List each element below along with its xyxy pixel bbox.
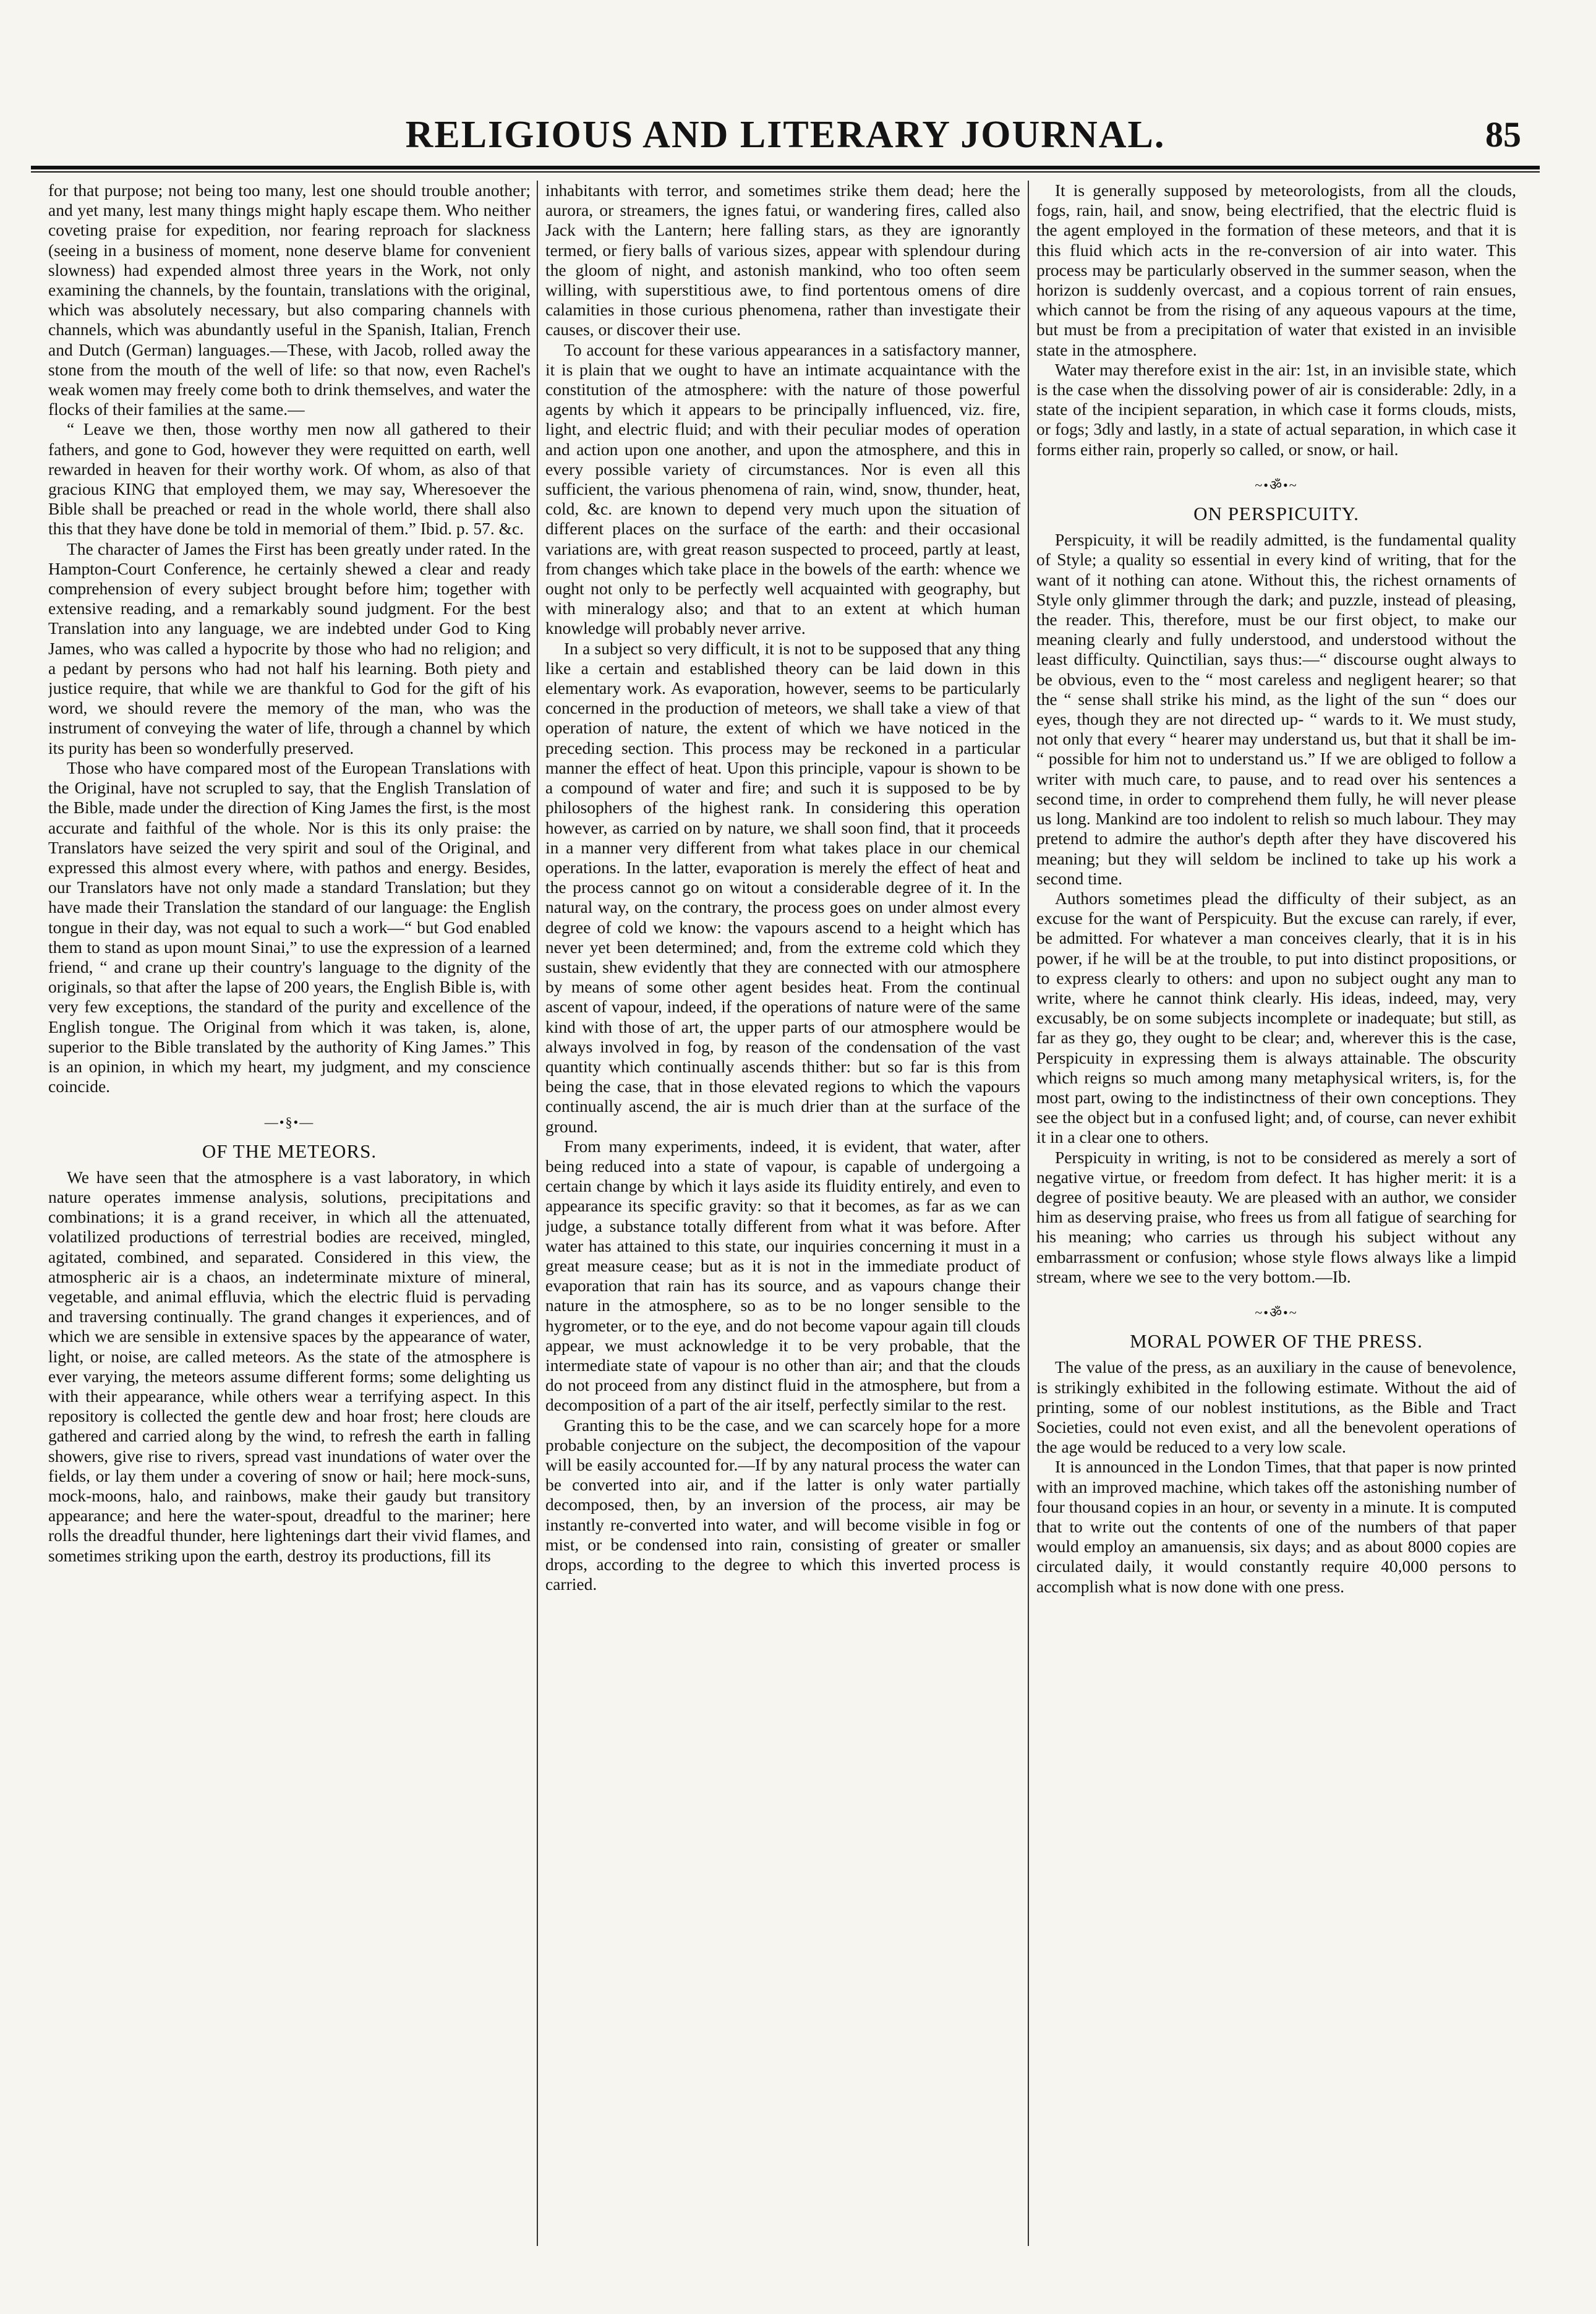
paragraph: To account for these various appearances in a satisfactory manner, it is plain that we ought to have an intimate acquaintance with the constitution of the atmosphere: with the nature of those powerful agents by which it appears to be principally influenced, viz. fire, light, and electric fluid; and with their peculiar modes of operation and action upon one another, and upon the atmosphere, and this in every possible variety of circumstances. Nor is even all this sufficient, the various phenomena of rain, wind, snow, thunder, heat, cold, &c. are known to depend very much upon the situation of different places on the surface of the earth: and their occasional variations are, with great reason suspected to proceed, partly at least, from changes which take place in the bowels of the earth: whence we ought not only to be perfectly well acquainted with geography, but with mineralogy also; and that to an extent at which human knowledge will probably never arrive. — [545, 339, 1020, 638]
page-number: 85 — [1485, 114, 1521, 155]
section-ornament: ~•ॐ•~ — [1255, 477, 1298, 493]
paragraph: Perspicuity, it will be readily admitted, is the fundamental quality of Style; a quality so essential in every kind of writing, that for the want of it nothing can atone. Without this, the richest ornaments of Style only glimmer through the dark; and puzzle, instead of pleasing, the reader. This, therefore, must be our first object, to make our meaning clearly and fully understood, and understood without the least difficulty. Quinctilian, says thus:—“ discourse ought always to be obvious, even to the “ most careless and negligent hearer; so that the “ sense shall strike his mind, as the light of the sun “ does our eyes, though they are not directed up- “ wards to it. We must study, not only that every “ hearer may understand us, but that it shall be im- “ possible for him not to understand us.” If we are obliged to follow a writer with much care, to pause, and to read over his sentences a second time, in order to comprehend them fully, he will never please us long. Mankind are too indolent to relish so much labour. They may pretend to admire the author's depth after they have discovered his meaning; but they will seldom be inclined to take up his work a second time. — [1036, 530, 1516, 888]
section-ornament: —•§•— — [264, 1114, 315, 1130]
paragraph: for that purpose; not being too many, lest one should trouble another; and yet many, lest many things might haply escape them. Who neither coveting praise for expedition, nor fearing reproach for slackness (seeing in a business of moment, none deserve blame for convenient slowness) had expended almost three years in the Work, not only examining the channels, by the fountain, translations with the original, which was absolutely necessary, but also comparing channels with channels, which was abundantly useful in the Spanish, Italian, French and Dutch (German) languages.—These, with Jacob, rolled away the stone from the mouth of the well of life: so that now, even Rachel's weak women may freely come both to drink themselves, and water the flocks of their families at the same.— — [48, 181, 531, 419]
section-ornament: ~•ॐ•~ — [1255, 1304, 1298, 1320]
paragraph: Authors sometimes plead the difficulty of their subject, as an excuse for the want of Perspicuity. But the excuse can rarely, if ever, be admitted. For whatever a man conceives clearly, that it is in his power, if he will be at the trouble, to put into distinct propositions, or to express clearly to others: and upon no subject ought any man to write, where he cannot think clearly. His ideas, indeed, may, very excusably, be on some subjects incomplete or inadequate; but still, as far as they go, they ought to be clear; and, wherever this is the case, Perspicuity in expressing them is always attainable. The obscurity which reigns so much among many metaphysical writers, is, for the most part, owing to the indistinctness of their own conceptions. They see the object but in a confused light; and, of course, can never exhibit it in a clear one to others. — [1036, 888, 1516, 1147]
paragraph: We have seen that the atmosphere is a vast laboratory, in which nature operates immense analysis, solutions, precipitations and combinations; it is a grand receiver, in which all the attenuated, volatilized productions of terrestrial bodies are received, mingled, agitated, combined, and separated. Considered in this view, the atmospheric air is a chaos, an indeterminate mixture of mineral, vegetable, and animal effluvia, which the electric fluid is pervading and traversing continually. The grand changes it experiences, and of which we are sensible in extensive spaces by the appearance of water, light, or noise, are called meteors. As the state of the atmosphere is ever varying, the meteors assume different forms; some delighting us with their appearance, while others wear a terrifying aspect. In this repository is collected the gentle dew and hoar frost; here clouds are gathered and carried along by the wind, to refresh the earth in falling showers, give rise to rivers, spread vast inundations of water over the fields, or lay them under a covering of snow or hail; here mock-suns, mock-moons, halo, and rainbows, make their gaudy but transitory appearance; and here the water-spout, dreadful to the mariner; here rolls the dreadful thunder, here lightenings dart their vivid flames, and sometimes striking upon the earth, destroy its productions, fill its — [48, 1167, 531, 1565]
section-heading-press: MORAL POWER OF THE PRESS. — [1130, 1330, 1423, 1352]
section-heading-meteors: OF THE METEORS. — [202, 1140, 377, 1162]
column-left — [48, 181, 531, 2283]
section-heading-perspicuity: ON PERSPICUITY. — [1193, 503, 1359, 525]
paragraph: Perspicuity in writing, is not to be considered as merely a sort of negative virtue, or freedom from defect. It has higher merit: it is a degree of positive beauty. We are pleased with an author, we consider him as deserving praise, who frees us from all fatigue of searching for his meaning; who carries us through his subject without any embarrassment or confusion; whose style flows always like a limpid stream, where we see to the very bottom.—Ib. — [1036, 1147, 1516, 1286]
column-divider — [1028, 181, 1029, 2246]
paragraph: The value of the press, as an auxiliary in the cause of benevolence, is strikingly exhibited in the following estimate. Without the aid of printing, some of our noblest institutions, as the Bible and Tract Societies, could not even exist, and all the benevolent operations of the age would be reduced to a very low scale. — [1036, 1357, 1516, 1457]
paragraph: Those who have compared most of the European Translations with the Original, have not scrupled to say, that the English Translation of the Bible, made under the direction of King James the first, is the most accurate and faithful of the whole. Nor is this its only praise: the Translators have seized the very spirit and soul of the Original, and expressed this almost every where, with pathos and energy. Besides, our Translators have not only made a standard Translation; but they have made their Translation the standard of our language: the English tongue in their day, was not equal to such a work—“ but God enabled them to stand as upon mount Sinai,” to use the expression of a learned friend, “ and crane up their country's language to the dignity of the originals, so that after the lapse of 200 years, the English Bible is, with very few exceptions, the standard of the purity and excellence of the English tongue. The Original from which it was taken, is, alone, superior to the Bible translated by the authority of King James.” This is an opinion, in which my heart, my judgment, and my conscience coincide. — [48, 758, 531, 1096]
header-rule — [31, 166, 1540, 173]
column-right — [1036, 181, 1516, 2283]
paragraph: From many experiments, indeed, it is evident, that water, after being reduced into a state of vapour, is capable of undergoing a certain change by which it lays aside its fluidity entirely, and even to appearance its specific gravity: so that it becomes, as far as we can judge, a substance totally different from what it was before. After water has attained to this state, our inquiries concerning it must in a great measure cease; but as it is not in the immediate product of evaporation that rain has its source, and as vapours change their nature in the atmosphere, so as to be no longer sensible to the hygrometer, or to the eye, and do not become vapour again till clouds appear, we must acknowledge it to be very probable, that the intermediate state of vapour is no other than air; and that the clouds do not proceed from any distinct fluid in the atmosphere, but from a decomposition of a part of the air itself, perfectly similar to the rest. — [545, 1136, 1020, 1415]
paragraph: The character of James the First has been greatly under rated. In the Hampton-Court Conference, he certainly shewed a clear and ready comprehension of every subject brought before him; together with extensive reading, and a remarkably sound judgment. For the best Translation into any language, we are indebted under God to King James, who was called a hypocrite by those who had no religion; and a pedant by persons who had not half his learning. Both piety and justice require, that while we are thankful to God for the gift of his word, we should revere the memory of the man, who was the instrument of conveying the water of life, through a channel by which its purity has been so wonderfully preserved. — [48, 539, 531, 758]
paragraph: Water may therefore exist in the air: 1st, in an invisible state, which is the case when the dissolving power of air is considerable: 2dly, in a state of the incipient separation, in which case it forms clouds, mists, or fogs; 3dly and lastly, in a state of actual separation, in which case it forms either rain, properly so called, or snow, or hail. — [1036, 359, 1516, 459]
column-middle — [545, 181, 1020, 2283]
paragraph: In a subject so very difficult, it is not to be supposed that any thing like a certain and established theory can be laid down in this elementary work. As evaporation, however, seems to be particularly concerned in the production of meteors, we shall take a view of that operation of nature, the extent of which we have noticed in the preceding section. This process may be reckoned in a particular manner the effect of heat. Upon this principle, vapour is shown to be a compound of water and fire; and such it is supposed to be by philosophers of the highest rank. In considering this operation however, as carried on by nature, we shall soon find, that it proceeds in a manner very different from what takes place in our chemical operations. In the latter, evaporation is merely the effect of heat and the process cannot go on witout a considerable degree of it. In the natural way, on the contrary, the process goes on under almost every degree of cold we know: the vapours ascend to a height which has never yet been determined; and, from the extreme cold which they sustain, shew evidently that they are connected with our atmosphere by means of some other agent besides heat. From the continual ascent of vapour, indeed, if the operations of nature were of the same kind with those of art, the upper parts of our atmosphere would be always involved in fog, by reason of the condensation of the vast quantity which continually ascends thither: but so far is this from being the case, that in those elevated regions to which the vapours continually ascend, the air is much drier than at the surface of the ground. — [545, 638, 1020, 1136]
paragraph: It is announced in the London Times, that that paper is now printed with an improved machine, which takes off the astonishing number of four thousand copies in an hour, or seventy in a minute. It is computed that to write out the contents of one of the numbers of that paper would employ an amanuensis, six days; and as about 8000 copies are circulated daily, it would constantly require 40,000 persons to accomplish what is now done with one press. — [1036, 1457, 1516, 1596]
paragraph: inhabitants with terror, and sometimes strike them dead; here the aurora, or streamers, the ignes fatui, or wandering fires, called also Jack with the Lantern; here falling stars, as they are ignorantly termed, or fiery balls of various sizes, appear with splendour during the gloom of night, and astonish mankind, who too often seem willing, with superstitious awe, to find portentous omens of dire calamities in those curious phenomena, rather than investigate their causes, or discover their use. — [545, 181, 1020, 339]
paragraph: Granting this to be the case, and we can scarcely hope for a more probable conjecture on the subject, the decomposition of the vapour will be easily accounted for.—If by any natural process the water can be converted into air, and if the latter is only water partially decomposed, then, by an inversion of the process, air may be instantly re-converted into water, and will become visible in fog or mist, or be condensed into rain, consisting of greater or smaller drops, according to the degree to which this inverted process is carried. — [545, 1415, 1020, 1594]
paragraph: “ Leave we then, those worthy men now all gathered to their fathers, and gone to God, however they were requitted on earth, well rewarded in heaven for their worthy work. Of whom, as also of that gracious KING that employed them, we may say, Wheresoever the Bible shall be preached or read in the whole world, there shall also this that they have done be told in memorial of them.” Ibid. p. 57. &c. — [48, 419, 531, 539]
paragraph: It is generally supposed by meteorologists, from all the clouds, fogs, rain, hail, and snow, being electrified, that the electric fluid is the agent employed in the formation of these meteors, and that it is this fluid which acts in the re-conversion of air into water. This process may be particularly observed in the summer season, when the horizon is suddenly overcast, and a copious torrent of rain ensues, which cannot be from the rising of any aqueous vapours at the time, but must be from a precipitation of water that existed in an invisible state in the atmosphere. — [1036, 181, 1516, 359]
page-header — [43, 110, 1527, 163]
column-divider — [537, 181, 538, 2246]
running-title: RELIGIOUS AND LITERARY JOURNAL. — [405, 114, 1166, 156]
